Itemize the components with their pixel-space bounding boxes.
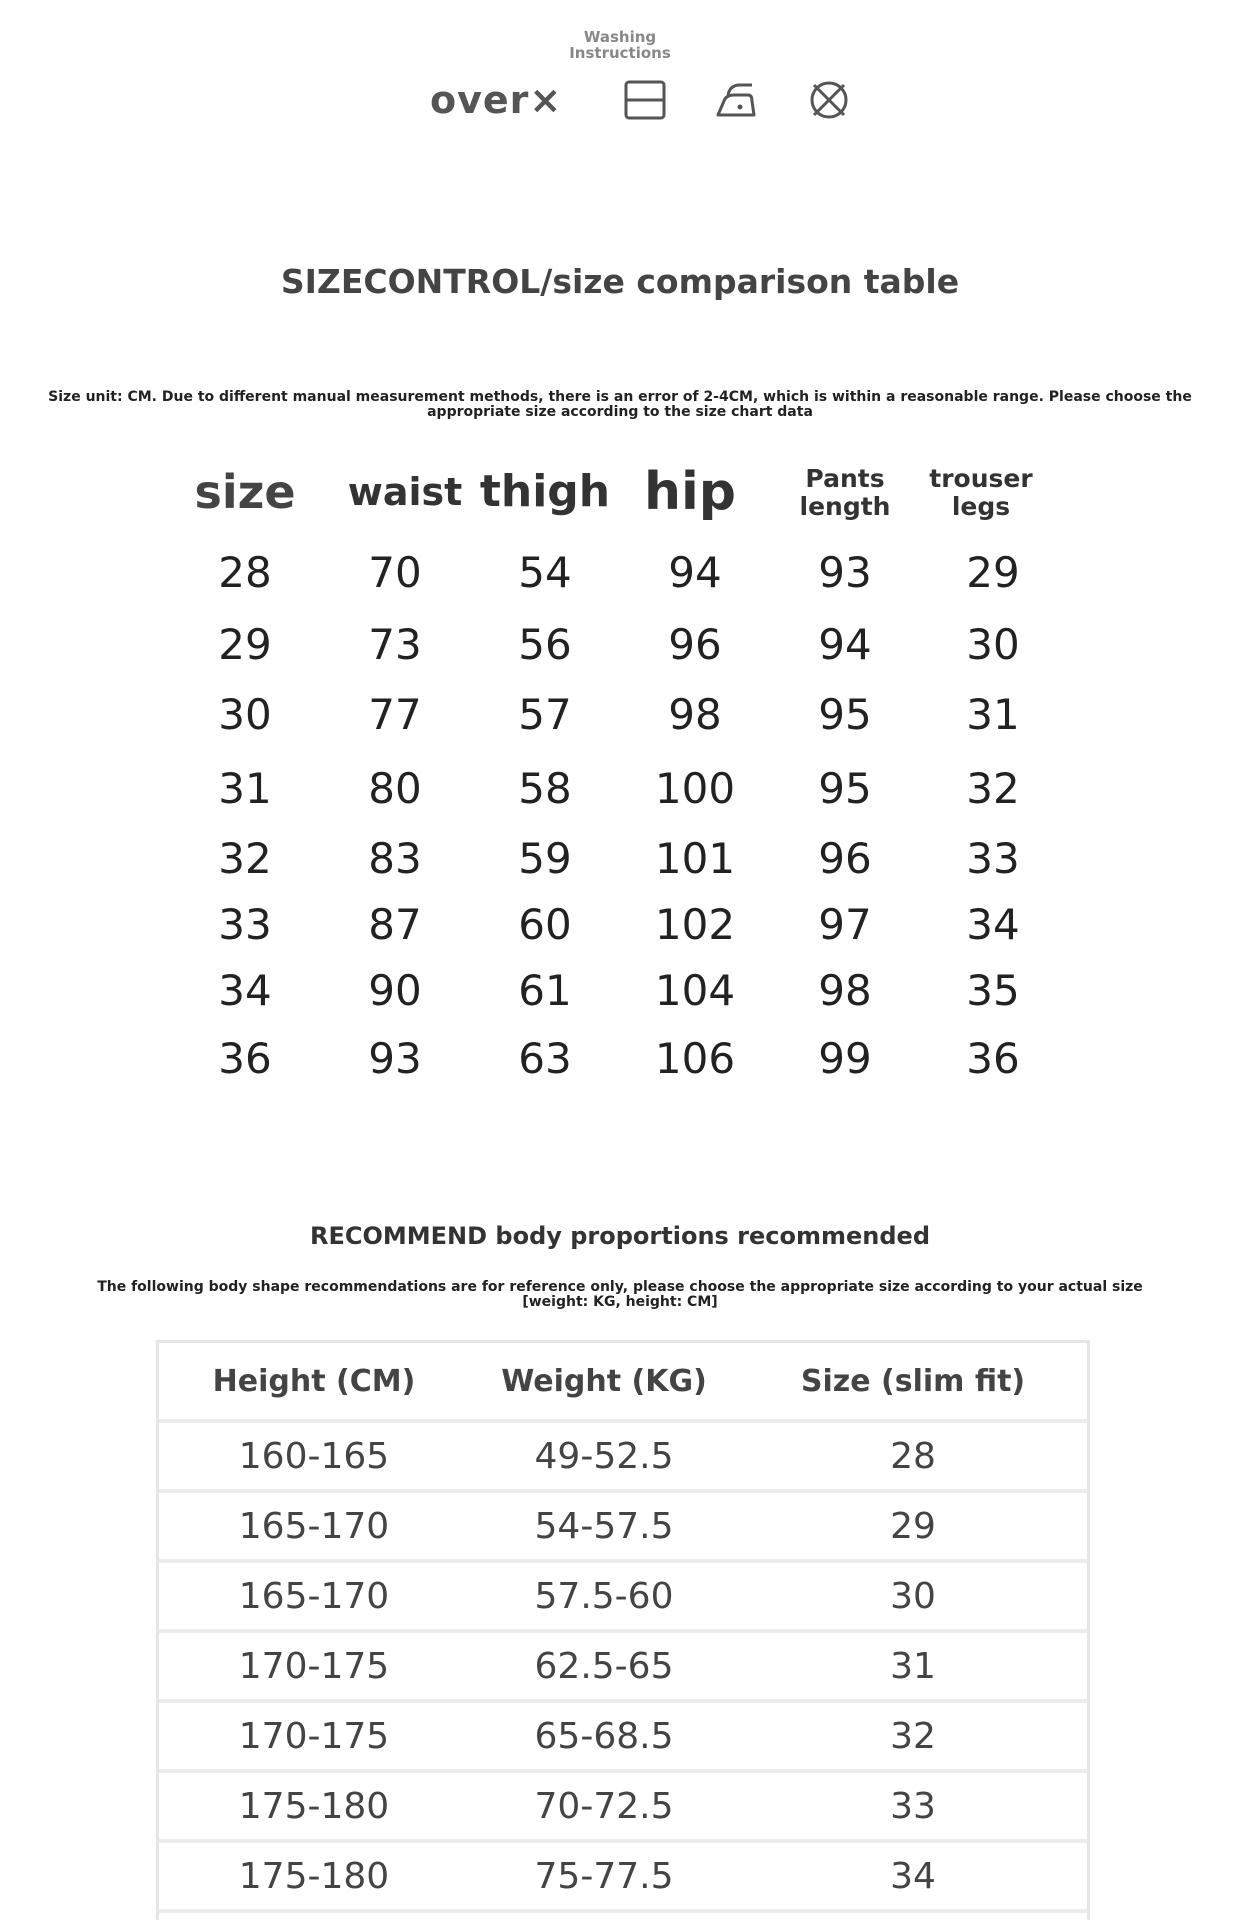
- table-cell: 33: [966, 834, 1020, 883]
- table-cell: 35: [966, 966, 1020, 1015]
- washing-title-line1: Washing: [583, 28, 657, 46]
- table-cell: 58: [518, 764, 572, 813]
- table-cell: 106: [654, 1034, 736, 1083]
- recommend-cell: 28: [890, 1435, 936, 1477]
- col-head-thigh: thigh: [479, 466, 611, 517]
- recommend-cell: 29: [890, 1505, 936, 1547]
- table-cell: 34: [966, 900, 1020, 949]
- tumble-dry-icon: [620, 75, 670, 125]
- recommend-cell: 62.5-65: [534, 1645, 674, 1687]
- table-cell: 93: [368, 1034, 422, 1083]
- table-cell: 60: [518, 900, 572, 949]
- table-cell: 98: [668, 690, 722, 739]
- table-cell: 87: [368, 900, 422, 949]
- recommend-header-cell: Height (CM): [212, 1363, 416, 1399]
- washing-icons-row: [430, 70, 896, 130]
- table-cell: 96: [818, 834, 872, 883]
- table-cell: 56: [518, 620, 572, 669]
- table-cell: 101: [654, 834, 736, 883]
- pants-length-line1: Pants: [805, 464, 885, 493]
- col-head-hip: hip: [643, 462, 737, 522]
- table-row: [159, 1493, 1087, 1563]
- size-unit-note: Size unit: CM. Due to different manual measurement methods, there is an error of 2-4CM, which is within a reasonable range. Please choose the appropriate size according to the size chart data: [48, 389, 1192, 420]
- table-cell: 100: [654, 764, 736, 813]
- table-cell: 73: [368, 620, 422, 669]
- table-row: [159, 1633, 1087, 1703]
- table-cell: 30: [966, 620, 1020, 669]
- recommend-header-cell: Size (slim fit): [800, 1363, 1026, 1399]
- recommend-cell: 160-165: [238, 1435, 390, 1477]
- table-row: [159, 1703, 1087, 1773]
- table-cell: 31: [966, 690, 1020, 739]
- recommend-cell: 54-57.5: [534, 1505, 674, 1547]
- col-head-size: size: [194, 465, 296, 519]
- table-row: [0, 690, 1240, 750]
- recommend-cell: 70-72.5: [534, 1785, 674, 1827]
- pants-length-line2: length: [799, 492, 891, 521]
- table-row: [0, 620, 1240, 680]
- table-cell: 29: [218, 620, 272, 669]
- table-cell: 32: [218, 834, 272, 883]
- recommend-cell: 75-77.5: [534, 1855, 674, 1897]
- table-cell: 31: [218, 764, 272, 813]
- table-row: [159, 1423, 1087, 1493]
- table-cell: 97: [818, 900, 872, 949]
- trouser-legs-line1: trouser: [929, 464, 1033, 493]
- table-cell: 57: [518, 690, 572, 739]
- table-cell: 70: [368, 548, 422, 597]
- recommend-cell: 165-170: [238, 1505, 390, 1547]
- table-cell: 95: [818, 690, 872, 739]
- table-cell: 90: [368, 966, 422, 1015]
- table-row: [159, 1563, 1087, 1633]
- recommend-cell: 175-180: [238, 1855, 390, 1897]
- table-cell: 36: [966, 1034, 1020, 1083]
- col-head-trouser-legs: [906, 465, 1056, 521]
- recommend-cell: 33: [890, 1785, 936, 1827]
- table-cell: 59: [518, 834, 572, 883]
- table-cell: 77: [368, 690, 422, 739]
- table-cell: 102: [654, 900, 736, 949]
- recommend-note: The following body shape recommendations are for reference only, please choose the appropriate size according to your actual size [weight: KG, height: CM]: [97, 1279, 1143, 1310]
- table-cell: 83: [368, 834, 422, 883]
- trouser-legs-line2: legs: [951, 492, 1011, 521]
- table-row: [159, 1773, 1087, 1843]
- recommend-cell: 34: [890, 1855, 936, 1897]
- table-cell: 36: [218, 1034, 272, 1083]
- recommend-cell: 57.5-60: [534, 1575, 674, 1617]
- table-cell: 96: [668, 620, 722, 669]
- col-head-pants-length: [770, 465, 920, 521]
- table-row: [0, 764, 1240, 824]
- table-cell: 33: [218, 900, 272, 949]
- table-row: [0, 966, 1240, 1026]
- recommend-header-row: [159, 1343, 1087, 1423]
- table-cell: 61: [518, 966, 572, 1015]
- recommend-table: [156, 1340, 1090, 1920]
- recommend-cell: 31: [890, 1645, 936, 1687]
- table-cell: 34: [218, 966, 272, 1015]
- no-dry-clean-icon: [804, 75, 854, 125]
- recommend-cell: 49-52.5: [534, 1435, 674, 1477]
- table-cell: 28: [218, 548, 272, 597]
- table-row: [159, 1843, 1087, 1913]
- recommend-cell: 170-175: [238, 1715, 390, 1757]
- table-row: [0, 548, 1240, 608]
- table-row: [0, 1034, 1240, 1094]
- table-cell: 30: [218, 690, 272, 739]
- recommend-cell: 170-175: [238, 1645, 390, 1687]
- table-cell: 63: [518, 1034, 572, 1083]
- table-cell: 94: [818, 620, 872, 669]
- table-cell: 29: [966, 548, 1020, 597]
- recommend-title: RECOMMEND body proportions recommended: [309, 1222, 931, 1250]
- recommend-cell: 165-170: [238, 1575, 390, 1617]
- table-cell: 94: [668, 548, 722, 597]
- size-table-title: SIZECONTROL/size comparison table: [280, 262, 960, 301]
- recommend-cell: 32: [890, 1715, 936, 1757]
- recommend-cell: 65-68.5: [534, 1715, 674, 1757]
- recommend-header-cell: Weight (KG): [501, 1363, 707, 1399]
- washing-instructions-title: [0, 29, 1240, 61]
- recommend-cell: 175-180: [238, 1785, 390, 1827]
- col-head-waist: waist: [347, 470, 463, 514]
- table-cell: 99: [818, 1034, 872, 1083]
- table-cell: 80: [368, 764, 422, 813]
- table-cell: 104: [654, 966, 736, 1015]
- table-cell: 98: [818, 966, 872, 1015]
- table-cell: 95: [818, 764, 872, 813]
- recommend-cell: 30: [890, 1575, 936, 1617]
- table-cell: 32: [966, 764, 1020, 813]
- iron-icon: [712, 75, 762, 125]
- table-row: [0, 834, 1240, 894]
- table-cell: 54: [518, 548, 572, 597]
- brand-logo-text: over×: [430, 78, 563, 122]
- table-cell: 93: [818, 548, 872, 597]
- table-row: [0, 900, 1240, 960]
- washing-title-line2: Instructions: [569, 44, 671, 62]
